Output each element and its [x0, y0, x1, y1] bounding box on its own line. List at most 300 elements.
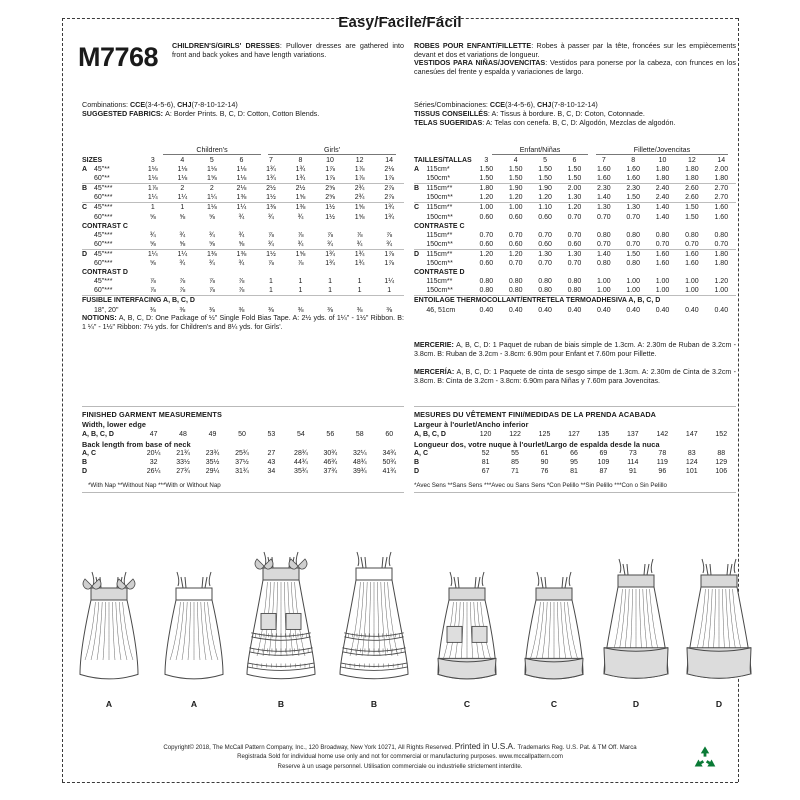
yardage-cell: 1.50: [508, 175, 523, 183]
table-row: [82, 213, 404, 222]
suggested-fabrics-line: [82, 109, 404, 118]
yardage-cell: 2.60: [685, 194, 699, 202]
yardage-cell: 1.50: [479, 175, 494, 183]
yardage-cell: 1⅛: [207, 166, 217, 174]
measurement-cell: 50¾: [382, 459, 397, 467]
fabrics-es-label: TELAS SUGERIDAS: [414, 118, 483, 128]
dress-label-a-1: A: [190, 699, 198, 709]
fabric-width: 45"***: [94, 203, 138, 213]
yardage-cell: 1.60: [685, 260, 699, 268]
yardage-cell: 1: [328, 287, 332, 295]
yardage-cell: 1⅝: [354, 213, 365, 221]
fabrics-fr-line: [414, 109, 736, 118]
metric-group-fillette: Fillette/Jovencitas: [596, 146, 728, 155]
measurement-cell: 142: [656, 431, 669, 438]
dress-illustration-c-4: [428, 562, 506, 695]
measurement-cell: 114: [627, 459, 639, 467]
yardage-cell: 1⅛: [236, 175, 247, 183]
combination-chj: CHJ: [177, 100, 192, 109]
yardage-cell: 1.60: [677, 249, 706, 259]
yardage-cell: 1¼: [168, 249, 198, 259]
yardage-cell: 1.30: [560, 249, 589, 259]
combination-fr-chj-sizes: (7-8-10-12-14): [551, 100, 598, 109]
size-header: 4: [180, 157, 185, 164]
yardage-cell: 0.70: [508, 260, 523, 268]
measurement-cell: 73: [628, 450, 637, 457]
fabrics-fr-value: : A: Tissus à bordure. B, C, D: Coton, Cotonnade.: [487, 109, 645, 119]
yardage-cell: 1.30: [618, 203, 647, 213]
yardage-cell: 0.70: [538, 231, 552, 239]
yardage-cell: 1⅜: [236, 194, 247, 202]
yardage-cell: 1: [138, 203, 168, 213]
yardage-cell: 1⅛: [197, 203, 227, 213]
measurement-cell: 106: [715, 468, 728, 476]
size-header: 6: [572, 157, 577, 164]
view-letter: [414, 240, 426, 250]
yardage-cell: 2.40: [655, 194, 670, 202]
table-subheader: CONTRASTE D: [414, 269, 465, 277]
yardage-cell: 1.50: [567, 166, 582, 174]
combination-fr-cce: CCE: [489, 100, 506, 109]
view-letter: [414, 259, 426, 268]
fabric-width: 115cm**: [426, 278, 453, 286]
yardage-cell: 1.60: [596, 175, 611, 183]
yardage-cell: 2⅛: [384, 166, 395, 174]
yardage-cell: 1¾: [266, 166, 276, 174]
yardage-cell: 1.90: [501, 184, 530, 194]
notions-en-text: A, B, C, D: One Package of ½" Single Fold Bias Tape. A: 2½ yds. of 1¼" - 1½" Ribbon. B: 1 ¼" - 1½" Ribbon: 7½ yds. for Children's and 8¼ yds. for Girls'.: [82, 314, 404, 331]
yardage-cell: ¾: [238, 260, 245, 268]
finished-metric-width-table: [414, 430, 736, 439]
measurement-cell: 52: [481, 450, 490, 457]
yardage-cell: 1¾: [315, 249, 345, 259]
fabric-width: 115cm**: [426, 249, 471, 259]
yardage-cell: 0.40: [538, 306, 552, 314]
fabric-width: 45"***: [94, 184, 138, 194]
fabric-width: 150cm**: [426, 213, 453, 221]
measurement-cell: 25¾: [235, 450, 249, 457]
measurement-cell: 41¾: [382, 468, 397, 476]
table-row: [414, 174, 736, 184]
fabric-width: 150cm*: [426, 175, 451, 183]
yardage-cell: 0.70: [567, 213, 582, 221]
size-header: 5: [543, 157, 548, 164]
yardage-cell: 0.80: [626, 260, 640, 268]
yardage-cell: 1⅞: [384, 175, 395, 183]
yardage-cell: ⅝: [149, 213, 156, 221]
fabric-width: 115cm**: [426, 203, 471, 213]
yardage-cell: 2⅞: [384, 194, 395, 202]
table-row: [82, 458, 404, 467]
yardage-cell: 1.40: [589, 249, 618, 259]
yardage-cell: ⅝: [149, 260, 156, 268]
table-row: [82, 249, 404, 259]
table-row: [82, 268, 404, 277]
table-row: [82, 296, 404, 306]
measurement-cell: 81: [481, 459, 490, 467]
table-row: [82, 193, 404, 203]
yardage-cell: 1⅝: [295, 194, 306, 202]
table-row: [82, 222, 404, 231]
yardage-cell: 1.60: [596, 166, 611, 174]
yardage-cell: 1.00: [685, 278, 699, 286]
yardage-cell: 1.50: [677, 203, 706, 213]
size-header: 12: [687, 157, 696, 164]
yardage-cell: ⅞: [268, 231, 274, 239]
measurement-cell: 29¼: [205, 468, 220, 476]
yardage-cell: ⅝: [238, 240, 245, 248]
yardage-cell: 1.80: [655, 175, 670, 183]
yardage-cell: 1¼: [138, 249, 168, 259]
yardage-cell: 1⅞: [354, 166, 365, 174]
yardage-cell: 1.60: [648, 249, 677, 259]
measurement-cell: 109: [597, 459, 610, 467]
yardage-cell: 0.40: [479, 306, 494, 314]
view-letter: D: [414, 249, 426, 259]
measurement-cell: 135: [597, 431, 610, 438]
dress-label-b-3: B: [370, 699, 378, 709]
yardage-cell: 1.20: [560, 203, 589, 213]
yardage-cell: 1¼: [207, 194, 217, 202]
yardage-cell: ¾: [268, 240, 274, 248]
yardage-cell: 1.80: [685, 166, 699, 174]
view-letter: [414, 231, 426, 240]
metric-yardage-table: [414, 156, 736, 315]
yardage-cell: 1.30: [589, 203, 618, 213]
yardage-cell: ⅞: [327, 231, 333, 239]
yardage-cell: 1¼: [177, 194, 188, 202]
yardage-cell: 1¼: [384, 278, 395, 286]
yardage-cell: ⅞: [238, 287, 245, 295]
yardage-cell: ⅜: [238, 306, 245, 314]
yardage-cell: ⅞: [238, 278, 245, 286]
yardage-cell: ⅜: [327, 306, 333, 314]
finished-en-width-table: [82, 430, 404, 439]
yardage-cell: ⅜: [356, 306, 363, 314]
yardage-cell: 2.60: [677, 184, 706, 194]
measurement-cell: 78: [658, 450, 667, 457]
size-header: 14: [385, 157, 394, 164]
fabric-width: 18", 20": [94, 306, 119, 314]
measurement-label: B: [414, 459, 420, 467]
dress-illustration-d-6: [597, 549, 675, 695]
yardage-cell: ¾: [179, 260, 186, 268]
yardage-cell: 1.50: [479, 166, 494, 174]
table-subheader: FUSIBLE INTERFACING A, B, C, D: [82, 296, 404, 306]
description-en-title: CHILDREN'S/GIRLS' DRESSES: [172, 41, 280, 50]
yardage-cell: 1.40: [648, 203, 677, 213]
measurement-cell: 39¾: [352, 468, 367, 476]
yardage-cell: 2⅝: [315, 184, 345, 194]
yardage-cell: 1.80: [707, 249, 736, 259]
fabric-width: 150cm**: [426, 194, 453, 202]
combinations-label: Combinations:: [82, 100, 130, 109]
yardage-cell: 0.80: [538, 287, 552, 295]
finished-en-footnote: *With Nap **Without Nap ***With or Without Nap: [88, 482, 221, 489]
table-subheader: CONTRAST C: [82, 222, 128, 230]
yardage-cell: 1.00: [501, 203, 530, 213]
yardage-cell: 1⅛: [177, 166, 188, 174]
view-letter: [82, 240, 94, 250]
measurement-cell: 120: [479, 431, 492, 438]
yardage-cell: 2.00: [560, 184, 589, 194]
combination-fr-chj: CHJ: [537, 100, 552, 109]
finished-metric-sub2: Longueur dos, votre nuque à l'ourlet/Largo de espalda desde la nuca: [414, 440, 660, 449]
copyright-block: [80, 742, 720, 771]
measurement-cell: 49: [208, 431, 217, 438]
table-row: [82, 240, 404, 250]
notions-spanish: [414, 368, 736, 385]
table-subheader: ENTOILAGE THERMOCOLLANT/ENTRETELA TERMOADHESIVA A, B, C, D: [414, 296, 736, 306]
finished-metric-length-table: [414, 449, 736, 476]
copyright-line1b: Trademarks Reg. U.S. Pat. & TM Off. Marca: [517, 744, 637, 751]
measurement-cell: 34: [267, 468, 276, 476]
yardage-cell: ¾: [356, 240, 363, 248]
sizes-label: TAILLES/TALLAS: [414, 157, 472, 164]
yardage-cell: 1.60: [714, 213, 729, 221]
yardage-cell: 1: [387, 287, 392, 295]
finished-en-sub1: Width, lower edge: [82, 420, 147, 429]
yardage-cell: 1.80: [472, 184, 501, 194]
yardage-cell: ¾: [179, 231, 186, 239]
yardage-cell: ⅜: [386, 306, 393, 314]
yardage-cell: 1.90: [530, 184, 559, 194]
fabric-width: 60"***: [94, 213, 113, 221]
yardage-cell: 0.80: [508, 287, 523, 295]
yardage-cell: 0.70: [626, 213, 640, 221]
yardage-cell: ⅞: [208, 287, 215, 295]
fabric-width: 150cm**: [426, 287, 453, 295]
copyright-line2: Registrada Sold for individual home use only and not for commercial or manufacturing purposes. www.mccallpattern.com: [237, 753, 563, 761]
yardage-cell: 1: [357, 278, 362, 286]
measurement-cell: 122: [509, 431, 521, 438]
yardage-cell: 1⅞: [138, 184, 168, 194]
yardage-cell: 2⅞: [374, 184, 404, 194]
yardage-cell: ¾: [268, 213, 274, 221]
yardage-cell: ¾: [386, 240, 393, 248]
yardage-cell: ¾: [297, 240, 304, 248]
garment-illustrations: [70, 528, 740, 713]
measurement-cell: 129: [715, 459, 728, 467]
view-letter: [82, 213, 94, 222]
fabric-width: 60"**: [94, 175, 110, 183]
combinations-french-spanish: [414, 100, 736, 128]
view-letter: B: [414, 184, 426, 194]
dress-label-c-4: C: [463, 699, 471, 709]
yardage-cell: ⅝: [179, 240, 186, 248]
yardage-cell: 1⅛: [236, 166, 247, 174]
yardage-cell: 0.40: [508, 306, 523, 314]
yardage-cell: 1.80: [685, 175, 699, 183]
yardage-cell: 1.50: [626, 194, 640, 202]
combination-cce: CCE: [129, 100, 146, 109]
yardage-cell: ⅞: [297, 231, 304, 239]
yardage-cell: ¾: [208, 231, 215, 239]
yardage-cell: 1½: [325, 213, 335, 221]
yardage-cell: 0.80: [626, 231, 640, 239]
dress-illustration-a-0: [70, 562, 148, 695]
table-row: [414, 240, 736, 250]
yardage-cell: 2.40: [648, 184, 677, 194]
yardage-cell: 1.80: [714, 260, 729, 268]
yardage-cell: 1¾: [345, 249, 375, 259]
yardage-cell: 1¼: [227, 203, 257, 213]
yardage-cell: ⅞: [149, 287, 156, 295]
view-letter: C: [82, 203, 94, 213]
combinations-line: [82, 100, 404, 109]
table-row: [414, 203, 736, 213]
table-subheader: CONTRAST D: [82, 269, 128, 277]
size-header: 4: [513, 157, 518, 164]
notions-es-label: MERCERÍA:: [414, 368, 457, 376]
yardage-cell: ¾: [297, 213, 304, 221]
measurement-cell: 76: [540, 468, 549, 476]
yardage-cell: 1⅞: [325, 166, 335, 174]
cut-line-left: [62, 18, 63, 782]
yardage-cell: 0.80: [479, 278, 494, 286]
size-header: 3: [150, 157, 155, 164]
yardage-cell: 1.50: [685, 213, 699, 221]
table-row: [414, 249, 736, 259]
view-letter: [414, 277, 426, 286]
measurement-cell: 124: [685, 459, 698, 467]
view-letter: [414, 174, 426, 184]
size-header: 7: [601, 157, 606, 164]
yardage-cell: 2.30: [618, 184, 647, 194]
yardage-cell: 1.50: [508, 166, 523, 174]
size-header: 3: [484, 157, 489, 164]
yardage-cell: 0.40: [596, 306, 611, 314]
table-row: [414, 222, 736, 231]
size-header: 8: [298, 157, 303, 164]
fabric-width: 45"***: [94, 278, 113, 286]
yardage-cell: 1⅝: [345, 203, 375, 213]
yardage-cell: 1⅜: [227, 249, 257, 259]
measurement-cell: 58: [355, 431, 364, 438]
imperial-group-childrens: Children's: [163, 146, 261, 155]
finished-en-length-table: [82, 449, 404, 476]
measurement-cell: 137: [627, 431, 639, 438]
table-row: [82, 467, 404, 476]
table-row: [414, 268, 736, 277]
yardage-cell: 0.80: [596, 260, 611, 268]
table-row: [82, 184, 404, 194]
yardage-cell: 0.80: [479, 287, 494, 295]
finished-en-sub2: Back length from base of neck: [82, 440, 191, 449]
notions-fr-text: A, B, C, D: 1 Paquet de ruban de biais simple de 1.3cm. A: 2.30m de Ruban de 3.2cm - 3.8cm. B: Ruban de 3.2cm - 3.8cm: 6.90m pour Enfant et 7.60m pour Fillette.: [414, 341, 736, 358]
measurement-cell: 21¾: [176, 450, 190, 457]
yardage-cell: 0.40: [685, 306, 699, 314]
table-row: [82, 203, 404, 213]
notions-fr-label: MERCERIE:: [414, 341, 457, 349]
description-es-body: : Vestidos para ponerse por la cabeza, con frunces en los canesúes del frente y espalda y variaciones de largo.: [414, 58, 736, 76]
yardage-cell: 1.00: [596, 278, 611, 286]
cut-line-bottom: [62, 782, 738, 783]
notions-english: [82, 314, 404, 331]
measurement-cell: 48¾: [352, 459, 367, 467]
sizes-label: SIZES: [82, 157, 103, 164]
yardage-cell: 1.00: [655, 287, 670, 295]
yardage-cell: 1⅞: [354, 175, 365, 183]
yardage-cell: 0.40: [655, 306, 670, 314]
size-header: 5: [209, 157, 214, 164]
yardage-cell: 1⅞: [374, 249, 404, 259]
measurement-cell: 87: [599, 468, 608, 476]
measurement-cell: 95: [570, 459, 578, 467]
yardage-cell: ⅝: [208, 240, 215, 248]
table-row: [82, 165, 404, 174]
measurement-cell: 119: [656, 459, 668, 467]
dress-illustration-b-3: [335, 542, 413, 695]
yardage-cell: ⅞: [208, 278, 215, 286]
fabric-width: 60"***: [94, 194, 113, 202]
yardage-cell: 1.20: [472, 249, 501, 259]
yardage-cell: 0.60: [479, 240, 494, 248]
yardage-cell: 0.60: [538, 240, 552, 248]
measurement-cell: 48: [179, 431, 187, 438]
measurement-cell: 35½: [205, 459, 220, 467]
measurement-cell: 125: [538, 431, 551, 438]
yardage-cell: 1: [269, 287, 273, 295]
yardage-cell: 1⅞: [384, 260, 395, 268]
yardage-cell: ⅞: [179, 278, 186, 286]
yardage-cell: 1½: [266, 194, 276, 202]
yardage-cell: 1.00: [626, 287, 640, 295]
measurement-label: A, C: [82, 450, 96, 457]
yardage-cell: 1.30: [530, 249, 559, 259]
yardage-cell: ¾: [238, 213, 245, 221]
size-header: 7: [269, 157, 273, 164]
fabric-width: 115cm*: [426, 166, 450, 174]
yardage-cell: 0.40: [626, 306, 640, 314]
yardage-cell: ⅞: [297, 260, 304, 268]
measurement-cell: 96: [658, 468, 667, 476]
yardage-cell: ⅜: [179, 306, 186, 314]
yardage-cell: 2¾: [345, 184, 375, 194]
divider-finished-en: [82, 406, 404, 407]
yardage-cell: 1⅛: [177, 175, 188, 183]
table-row: [414, 213, 736, 222]
yardage-cell: 1.30: [567, 194, 582, 202]
yardage-cell: 1.00: [714, 287, 729, 295]
yardage-cell: 0.60: [479, 260, 494, 268]
table-row: [82, 174, 404, 184]
measurement-cell: 83: [687, 450, 696, 457]
yardage-cell: 1.60: [626, 166, 640, 174]
fabric-width: 45"**: [94, 166, 110, 174]
yardage-cell: ⅜: [149, 306, 156, 314]
yardage-cell: ⅞: [179, 287, 186, 295]
view-letter: [82, 277, 94, 286]
yardage-cell: 1.00: [685, 287, 699, 295]
yardage-cell: 1⅝: [207, 175, 217, 183]
yardage-cell: ⅝: [149, 240, 156, 248]
measurement-cell: 34¾: [382, 450, 397, 457]
yardage-cell: 0.70: [596, 240, 611, 248]
yardage-cell: 1¾: [295, 175, 306, 183]
measurement-cell: 27: [267, 450, 276, 457]
finished-en-title: FINISHED GARMENT MEASUREMENTS: [82, 410, 222, 419]
yardage-cell: 1.20: [538, 194, 552, 202]
size-header: 10: [326, 157, 334, 164]
measurement-cell: 127: [568, 431, 580, 438]
measurement-cell: 67: [481, 468, 490, 476]
size-header: 12: [355, 157, 364, 164]
table-row: [414, 296, 736, 306]
yardage-cell: 1: [298, 287, 303, 295]
view-letter: A: [82, 166, 88, 174]
difficulty-label: Easy/Facile/Fácil: [338, 14, 462, 31]
